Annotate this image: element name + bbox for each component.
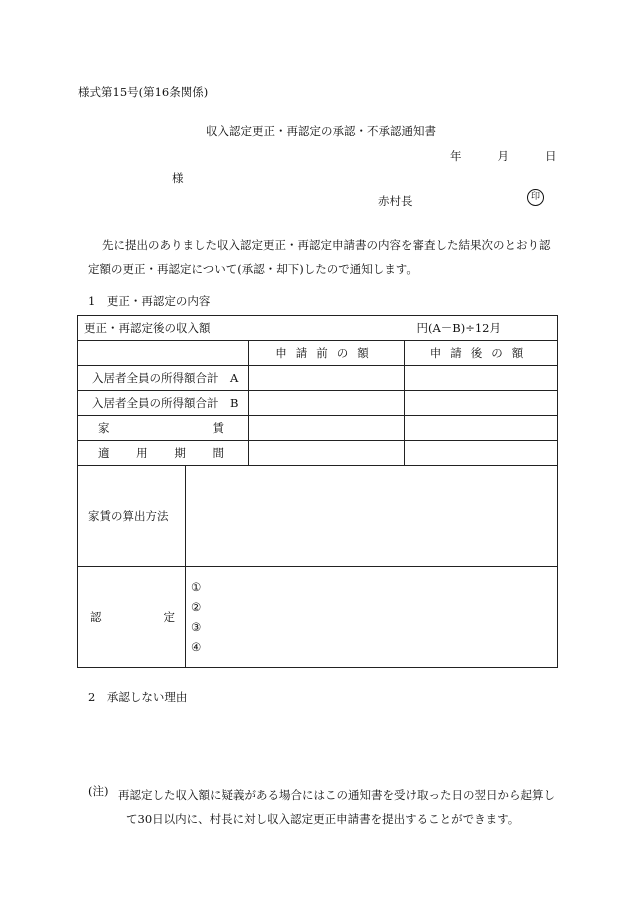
list-item: ③	[191, 620, 202, 634]
date-month: 月	[497, 149, 509, 163]
row-label-period-char: 期	[174, 446, 186, 460]
value-cell	[405, 441, 558, 466]
row-label-period	[78, 441, 249, 466]
table-row	[78, 366, 558, 391]
note-text: 再認定した収入額に疑義がある場合にはこの通知書を受け取った日の翌日から起算して30日以内に、村長に対し収入認定更正申請書を提出することができます。	[118, 788, 555, 826]
table-row	[78, 341, 558, 366]
value-cell	[405, 416, 558, 441]
date-line	[450, 148, 557, 164]
approval-label-char: 定	[163, 610, 175, 624]
value-cell	[405, 366, 558, 391]
value-cell	[249, 416, 405, 441]
row-label-rent-char: 家	[98, 421, 110, 435]
row-label-period-char: 用	[136, 446, 148, 460]
col-before-header: 申請前の額	[249, 341, 405, 366]
col-after-header: 申請後の額	[405, 341, 558, 366]
section1-heading: 1 更正・再認定の内容	[88, 294, 211, 308]
form-number: 様式第15号(第16条関係)	[78, 85, 209, 99]
date-year: 年	[450, 149, 462, 163]
sender-name: 赤村長	[378, 194, 413, 208]
rent-method-value	[186, 466, 558, 567]
header-blank-cell	[78, 341, 249, 366]
approval-label	[78, 567, 186, 668]
date-day: 日	[545, 149, 557, 163]
approval-items	[186, 567, 558, 668]
table-row	[78, 391, 558, 416]
row-label-b: 入居者全員の所得額合計 B	[78, 391, 249, 416]
table-row	[78, 466, 558, 567]
income-row-label: 更正・再認定後の収入額	[84, 321, 211, 335]
value-cell	[249, 441, 405, 466]
list-item: ②	[191, 600, 202, 614]
list-item: ①	[191, 580, 202, 594]
table-row	[78, 416, 558, 441]
row-label-rent-char: 賃	[212, 421, 224, 435]
approval-label-char: 認	[90, 610, 102, 624]
document-title: 収入認定更正・再認定の承認・不承認通知書	[206, 124, 436, 138]
notice-body: 先に提出のありました収入認定更正・再認定申請書の内容を審査した結果次のとおり認定額の更正・再認定について(承認・却下)したので通知します。	[88, 238, 551, 276]
row-label-a: 入居者全員の所得額合計 A	[78, 366, 249, 391]
table-row	[78, 567, 558, 668]
income-row	[78, 316, 558, 341]
addressee-suffix: 様	[172, 171, 184, 185]
note-label: (注)	[88, 784, 109, 798]
row-label-rent	[78, 416, 249, 441]
contents-table	[77, 315, 558, 668]
row-label-period-char: 間	[212, 446, 224, 460]
list-item: ④	[191, 640, 202, 654]
rent-method-label: 家賃の算出方法	[78, 466, 186, 567]
table-row	[78, 441, 558, 466]
value-cell	[249, 391, 405, 416]
section2-heading: 2 承認しない理由	[88, 690, 188, 704]
seal-mark: 印	[527, 189, 544, 206]
table-row	[78, 316, 558, 341]
income-row-unit: 円(A－B)÷12月	[416, 321, 501, 335]
value-cell	[405, 391, 558, 416]
value-cell	[249, 366, 405, 391]
row-label-period-char: 適	[98, 446, 110, 460]
